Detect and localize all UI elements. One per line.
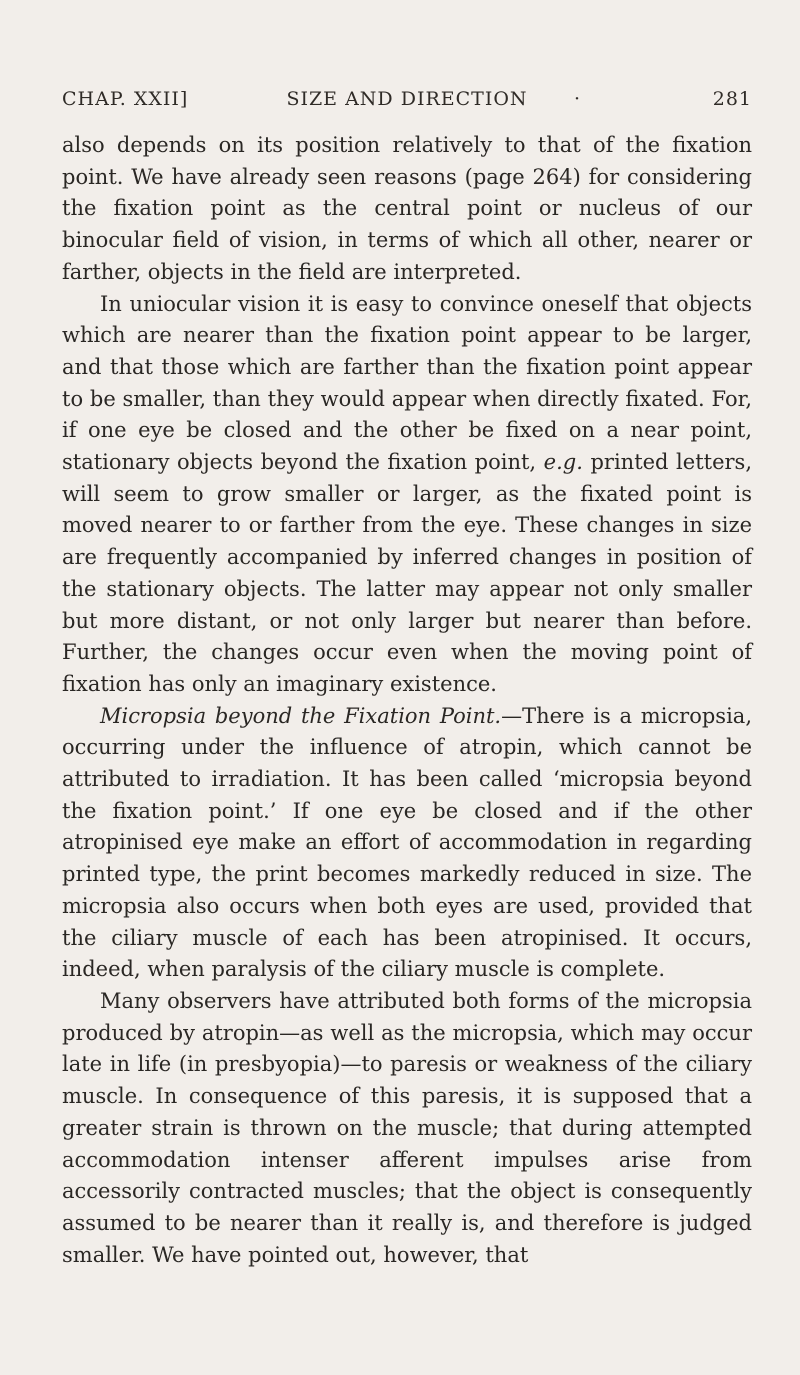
- page-number: 281: [712, 88, 752, 110]
- paragraph-text: —There is a micropsia, occurring under the influence of atropin, which cannot be attributed to irradiation. It has been called ‘micropsia beyond the fixation point.’ If one eye be closed and if the other atropinised eye make an effort of accommodation in regarding printed type, the print becomes markedly reduced in size. The micropsia also occurs when both eyes are used, provided that the ciliary muscle of each has been atropinised. It occurs, indeed, when paralysis of the ciliary muscle is complete.: [62, 703, 752, 982]
- paragraph-micropsia: [62, 701, 752, 986]
- paragraph-text: In uniocular vision it is easy to convince oneself that objects which are nearer than the fixation point appear to be larger, and that those which are farther than the fixation point appear to be smaller, than they would appear when directly fixated. For, if one eye be closed and the other be fixed on a near point, stationary objects beyond the fixation point,: [62, 291, 752, 475]
- section-heading: Micropsia beyond the Fixation Point.: [100, 703, 502, 728]
- running-head: [62, 88, 752, 120]
- abbreviation-eg: e.g.: [543, 450, 583, 475]
- paragraph-uniocular: [62, 289, 752, 701]
- chapter-label: CHAP. XXII]: [62, 88, 189, 110]
- paragraph-observers: Many observers have attributed both forms of the micropsia produced by atropin—as well as the micropsia, which may occur late in life (in presbyopia)—to paresis or weakness of the ciliary muscle. In consequence of this paresis, it is supposed that a greater strain is thrown on the muscle; that during attempted accommodation intenser afferent impulses arise from accessorily contracted muscles; that the object is consequently assumed to be nearer than it really is, and therefore is judged smaller. We have pointed out, however, that: [62, 988, 752, 1267]
- header-separator: ·: [574, 88, 582, 110]
- page-body: [62, 130, 752, 1271]
- running-title: SIZE AND DIRECTION: [286, 88, 528, 110]
- book-page: [62, 88, 752, 1271]
- paragraph-text: printed letters, will seem to grow smaller or larger, as the fixated point is moved nearer to or farther from the eye. These changes in size are frequently accompanied by inferred changes in position of the stationary objects. The latter may appear not only smaller but more distant, or not only larger but nearer than before. Further, the changes occur even when the moving point of fixation has only an imaginary existence.: [62, 450, 752, 696]
- paragraph-continued: also depends on its position relatively to that of the fixation point. We have already seen reasons (page 264) for considering the fixation point as the central point or nucleus of our binocular field of vision, in terms of which all other, nearer or farther, objects in the field are interpreted.: [62, 133, 752, 284]
